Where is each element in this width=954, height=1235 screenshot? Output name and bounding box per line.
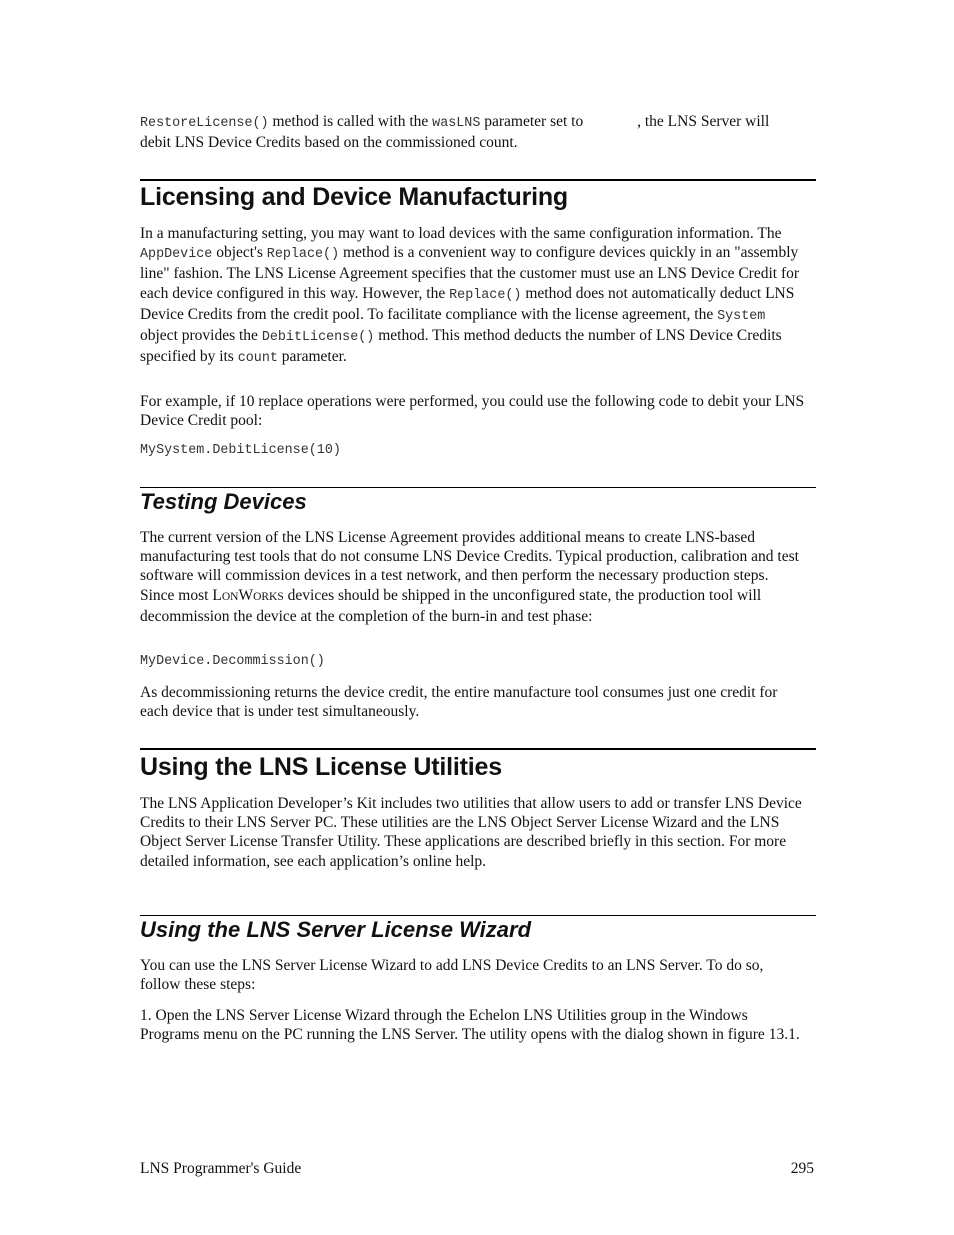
body-paragraph: The current version of the LNS License Agreement provides additional means to create LNS-based manufacturing test tools that do not consume LNS Device Credits. Typical production, calibration and test software will commission devices in a test network, and then perform the necessary production steps. Since most LONWORKS devices should be shipped in the unconfigured state, the production tool will decommission the device at the completion of the burn-in and test phase: [140,529,799,625]
inline-code: wasLNS [432,116,481,131]
code-example: MyDevice.Decommission() [140,654,325,669]
document-page [140,0,816,1235]
body-paragraph: In a manufacturing setting, you may want to load devices with the same configuration information. The AppDevice object's Replace() method is a convenient way to configure devices quickly in an "assembly line" fashion. The LNS License Agreement specifies that the customer must use an LNS Device Credit for each device configured in this way. However, the Replace() method does not automatically deduct LNS Device Credits from the credit pool. To facilitate compliance with the license agreement, the System object provides the DebitLicense() method. This method deducts the number of LNS Device Credits specified by its count parameter. [140,225,800,367]
body-paragraph: You can use the LNS Server License Wizard to add LNS Device Credits to an LNS Server. To do so, follow these steps: [140,957,764,994]
inline-code: System [717,308,766,324]
page-footer [140,1160,816,1178]
body-paragraph: For example, if 10 replace operations were performed, you could use the following code to debit your LNS Device Credit pool: [140,393,805,430]
footer-title: LNS Programmer's Guide [140,1160,302,1177]
inline-code: count [237,351,278,367]
code-example: MySystem.DebitLicense(10) [140,443,341,458]
body-paragraph: The LNS Application Developer’s Kit includes two utilities that allow users to add or transfer LNS Device Credits to their LNS Server PC. These utilities are the LNS Object Server License Wizard and the LNS Object Server License Transfer Utility. These applications are described briefly in this section. For more detailed information, see each application’s online help. [140,795,802,870]
section-rule [140,748,816,750]
page-number: 295 [790,1160,814,1177]
inline-code: Replace() [266,247,340,263]
inline-code: AppDevice [140,247,213,263]
inline-code: DebitLicense() [261,330,375,346]
body-paragraph: As decommissioning returns the device credit, the entire manufacture tool consumes just one credit for each device that is under test simultaneously. [140,684,778,721]
section-heading: Using the LNS License Utilities [140,753,502,781]
section-heading: Licensing and Device Manufacturing [140,183,569,211]
intro-paragraph: RestoreLicense() method is called with the wasLNS parameter set to , the LNS Server will debit LNS Device Credits based on the commissioned count. [140,113,770,152]
subsection-heading: Testing Devices [140,489,307,514]
inline-code: Replace() [449,287,522,303]
numbered-step: 1. Open the LNS Server License Wizard through the Echelon LNS Utilities group in the Windows Programs menu on the PC running the LNS Server. The utility opens with the dialog shown in figure 13.1. [140,1007,800,1044]
inline-code: RestoreLicense() [140,116,269,131]
subsection-heading: Using the LNS Server License Wizard [140,917,532,942]
section-rule [140,179,816,181]
